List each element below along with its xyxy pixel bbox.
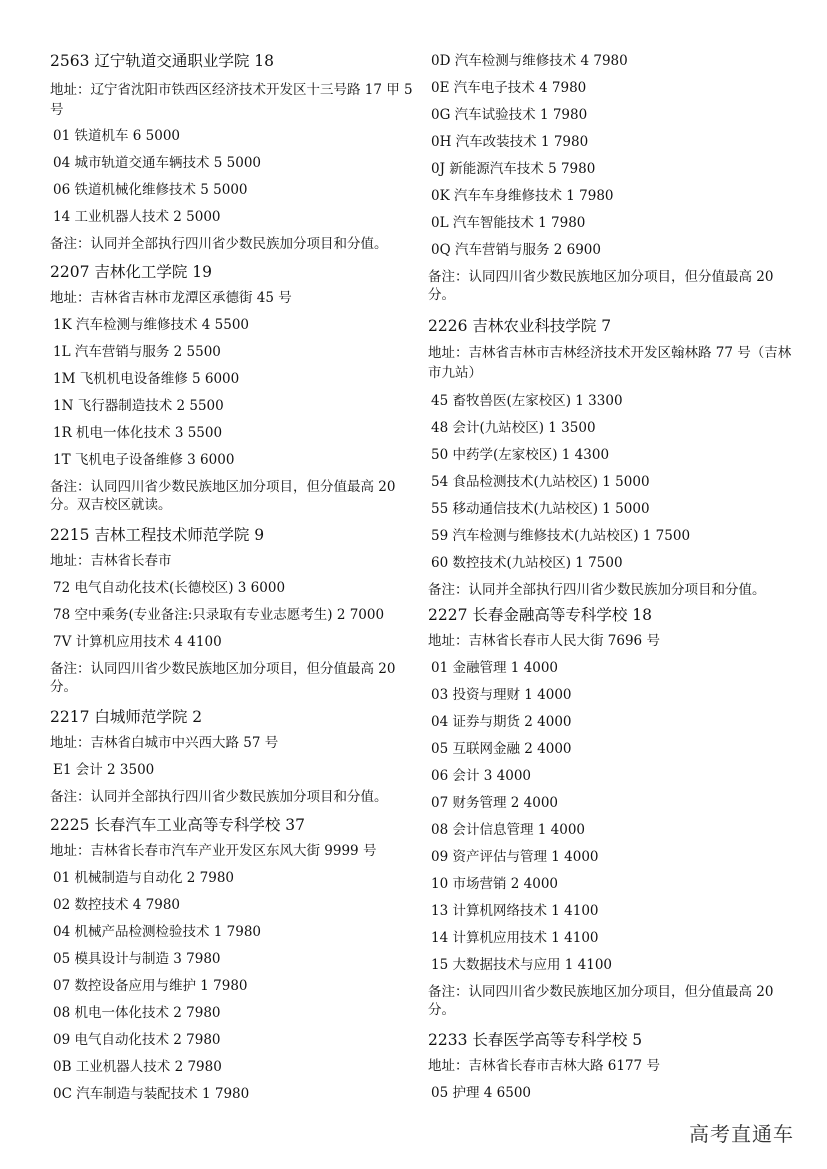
program-item: 48 会计(九站校区) 1 3500 (431, 420, 596, 436)
info-line: 地址：吉林省吉林市龙潭区承德街 45 号 (50, 290, 292, 306)
program-item: 04 机械产品检测检验技术 1 7980 (53, 924, 261, 940)
program-item: 54 食品检测技术(九站校区) 1 5000 (431, 474, 650, 490)
school-header: 2217 白城师范学院 2 (50, 708, 203, 726)
program-item: 0L 汽车智能技术 1 7980 (431, 215, 586, 231)
info-line: 备注：认同并全部执行四川省少数民族加分项目和分值。 (50, 236, 388, 252)
info-line: 备注：认同并全部执行四川省少数民族加分项目和分值。 (428, 582, 766, 598)
info-line: 地址：吉林省长春市 (50, 553, 172, 569)
program-item: 59 汽车检测与维修技术(九站校区) 1 7500 (431, 528, 691, 544)
program-item: 1K 汽车检测与维修技术 4 5500 (53, 317, 249, 333)
program-item: E1 会计 2 3500 (53, 762, 155, 778)
info-line: 备注：认同四川省少数民族地区加分项目，但分值最高 20 分。 (50, 661, 396, 695)
info-line: 备注：认同四川省少数民族地区加分项目，但分值最高 20 分。 (428, 269, 774, 303)
program-item: 10 市场营销 2 4000 (431, 876, 558, 892)
info-line: 地址：吉林省长春市人民大街 7696 号 (428, 633, 660, 649)
program-item: 05 互联网金融 2 4000 (431, 741, 572, 757)
program-item: 0J 新能源汽车技术 5 7980 (431, 161, 596, 177)
school-header: 2225 长春汽车工业高等专科学校 37 (50, 816, 306, 834)
info-line: 备注：认同并全部执行四川省少数民族加分项目和分值。 (50, 789, 388, 805)
program-item: 09 电气自动化技术 2 7980 (53, 1032, 221, 1048)
school-header: 2207 吉林化工学院 19 (50, 263, 213, 281)
program-item: 03 投资与理财 1 4000 (431, 687, 572, 703)
program-item: 09 资产评估与管理 1 4000 (431, 849, 599, 865)
school-header: 2215 吉林工程技术师范学院 9 (50, 526, 265, 544)
program-item: 01 机械制造与自动化 2 7980 (53, 870, 234, 886)
school-header: 2227 长春金融高等专科学校 18 (428, 606, 653, 624)
program-item: 1R 机电一体化技术 3 5500 (53, 425, 223, 441)
watermark-text: 高考直通车 (689, 1122, 794, 1146)
program-item: 60 数控技术(九站校区) 1 7500 (431, 555, 623, 571)
program-item: 0E 汽车电子技术 4 7980 (431, 80, 587, 96)
program-item: 45 畜牧兽医(左家校区) 1 3300 (431, 393, 623, 409)
program-item: 01 金融管理 1 4000 (431, 660, 558, 676)
info-line: 备注：认同四川省少数民族地区加分项目，但分值最高 20 分。双吉校区就读。 (50, 479, 396, 513)
info-line: 地址：吉林省吉林市吉林经济技术开发区翰林路 77 号（吉林市九站） (428, 345, 792, 381)
program-item: 07 财务管理 2 4000 (431, 795, 558, 811)
program-item: 1T 飞机电子设备维修 3 6000 (53, 452, 235, 468)
program-item: 06 会计 3 4000 (431, 768, 531, 784)
program-item: 07 数控设备应用与维护 1 7980 (53, 978, 248, 994)
program-item: 0G 汽车试验技术 1 7980 (431, 107, 588, 123)
info-line: 地址：吉林省长春市汽车产业开发区东风大街 9999 号 (50, 843, 377, 859)
program-item: 55 移动通信技术(九站校区) 1 5000 (431, 501, 650, 517)
info-line: 地址：吉林省白城市中兴西大路 57 号 (50, 735, 279, 751)
program-item: 7V 计算机应用技术 4 4100 (53, 634, 222, 650)
program-item: 02 数控技术 4 7980 (53, 897, 180, 913)
program-item: 0Q 汽车营销与服务 2 6900 (431, 242, 601, 258)
program-item: 06 铁道机械化维修技术 5 5000 (53, 182, 248, 198)
program-item: 15 大数据技术与应用 1 4100 (431, 957, 612, 973)
program-item: 0B 工业机器人技术 2 7980 (53, 1059, 222, 1075)
program-item: 0H 汽车改装技术 1 7980 (431, 134, 589, 150)
program-item: 72 电气自动化技术(长德校区) 3 6000 (53, 580, 286, 596)
info-line: 地址：辽宁省沈阳市铁西区经济技术开发区十三号路 17 甲 5 号 (50, 82, 413, 118)
info-line: 备注：认同四川省少数民族地区加分项目，但分值最高 20 分。 (428, 984, 774, 1018)
info-line: 地址：吉林省长春市吉林大路 6177 号 (428, 1058, 660, 1074)
program-item: 01 铁道机车 6 5000 (53, 128, 180, 144)
program-item: 04 证券与期货 2 4000 (431, 714, 572, 730)
program-item: 0D 汽车检测与维修技术 4 7980 (431, 53, 628, 69)
program-item: 50 中药学(左家校区) 1 4300 (431, 447, 610, 463)
program-item: 13 计算机网络技术 1 4100 (431, 903, 599, 919)
school-header: 2563 辽宁轨道交通职业学院 18 (50, 52, 275, 70)
program-item: 14 工业机器人技术 2 5000 (53, 209, 221, 225)
program-item: 08 会计信息管理 1 4000 (431, 822, 585, 838)
program-item: 1L 汽车营销与服务 2 5500 (53, 344, 221, 360)
program-item: 0K 汽车车身维修技术 1 7980 (431, 188, 614, 204)
program-item: 1N 飞行器制造技术 2 5500 (53, 398, 224, 414)
program-item: 05 护理 4 6500 (431, 1085, 531, 1101)
program-item: 04 城市轨道交通车辆技术 5 5000 (53, 155, 261, 171)
program-item: 05 模具设计与制造 3 7980 (53, 951, 221, 967)
program-item: 1M 飞机机电设备维修 5 6000 (53, 371, 240, 387)
program-item: 14 计算机应用技术 1 4100 (431, 930, 599, 946)
school-header: 2226 吉林农业科技学院 7 (428, 317, 612, 335)
school-header: 2233 长春医学高等专科学校 5 (428, 1031, 643, 1049)
program-item: 08 机电一体化技术 2 7980 (53, 1005, 221, 1021)
program-item: 0C 汽车制造与装配技术 1 7980 (53, 1086, 250, 1102)
program-item: 78 空中乘务(专业备注:只录取有专业志愿考生) 2 7000 (53, 607, 385, 623)
